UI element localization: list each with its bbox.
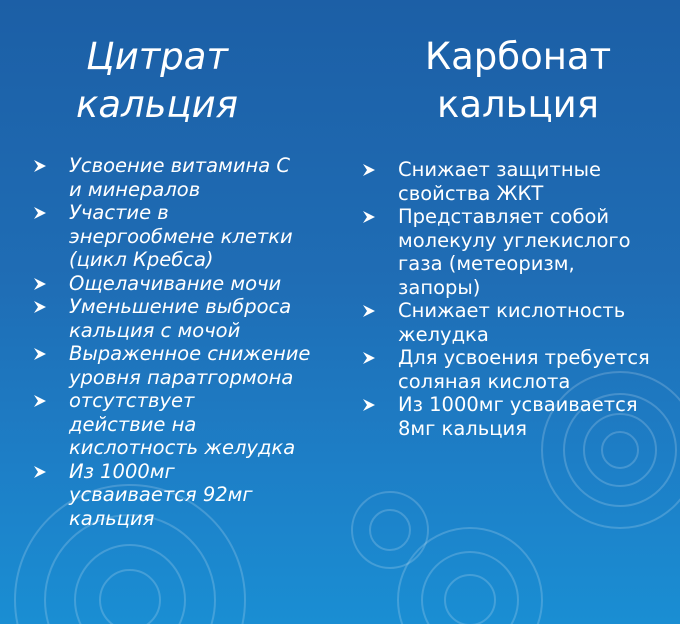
arrowhead-bullet-icon	[33, 206, 47, 220]
arrowhead-bullet-icon	[33, 465, 47, 479]
list-item-text: Снижает кислотность желудка	[398, 299, 626, 346]
arrowhead-bullet-icon	[362, 398, 376, 412]
arrowhead-bullet-icon	[362, 304, 376, 318]
list-item-text: Снижает защитные свойства ЖКТ	[398, 158, 601, 205]
arrowhead-bullet-icon	[362, 163, 376, 177]
list-item-text: Выраженное снижение уровня паратгормона	[69, 342, 311, 389]
list-item	[33, 342, 353, 389]
list-item-text: Из 1000мг усваивается 8мг кальция	[398, 393, 638, 440]
citrate-list	[33, 154, 353, 530]
list-item	[362, 205, 672, 299]
carbonate-title: Карбонат кальция	[424, 35, 612, 126]
arrowhead-bullet-icon	[362, 210, 376, 224]
list-item	[33, 201, 353, 272]
carbonate-list	[362, 158, 672, 440]
list-item	[362, 393, 672, 440]
list-item-text: Участие в энергообмене клетки (цикл Кребса)	[69, 201, 293, 271]
list-item	[33, 272, 353, 296]
list-item	[33, 389, 353, 460]
arrowhead-bullet-icon	[33, 159, 47, 173]
list-item	[33, 460, 353, 531]
citrate-title: Цитрат кальция	[76, 35, 238, 126]
list-item-text: Для усвоения требуется соляная кислота	[398, 346, 650, 393]
list-item-text: Усвоение витамина С и минералов	[69, 154, 291, 201]
list-item-text: Из 1000мг усваивается 92мг кальция	[69, 459, 253, 530]
list-item	[33, 154, 353, 201]
list-item	[33, 295, 353, 342]
arrowhead-bullet-icon	[33, 300, 47, 314]
arrowhead-bullet-icon	[33, 347, 47, 361]
list-item	[362, 299, 672, 346]
list-item-text: Представляет собой молекулу углекислого газа (метеоризм, запоры)	[398, 205, 631, 299]
list-item	[362, 346, 672, 393]
list-item-text: Ощелачивание мочи	[69, 271, 282, 295]
list-item-text: отсутствует действие на кислотность желудка	[69, 389, 296, 459]
list-item-text: Уменьшение выброса кальция с мочой	[69, 295, 292, 342]
arrowhead-bullet-icon	[33, 277, 47, 291]
arrowhead-bullet-icon	[362, 351, 376, 365]
list-item	[362, 158, 672, 205]
arrowhead-bullet-icon	[33, 394, 47, 408]
